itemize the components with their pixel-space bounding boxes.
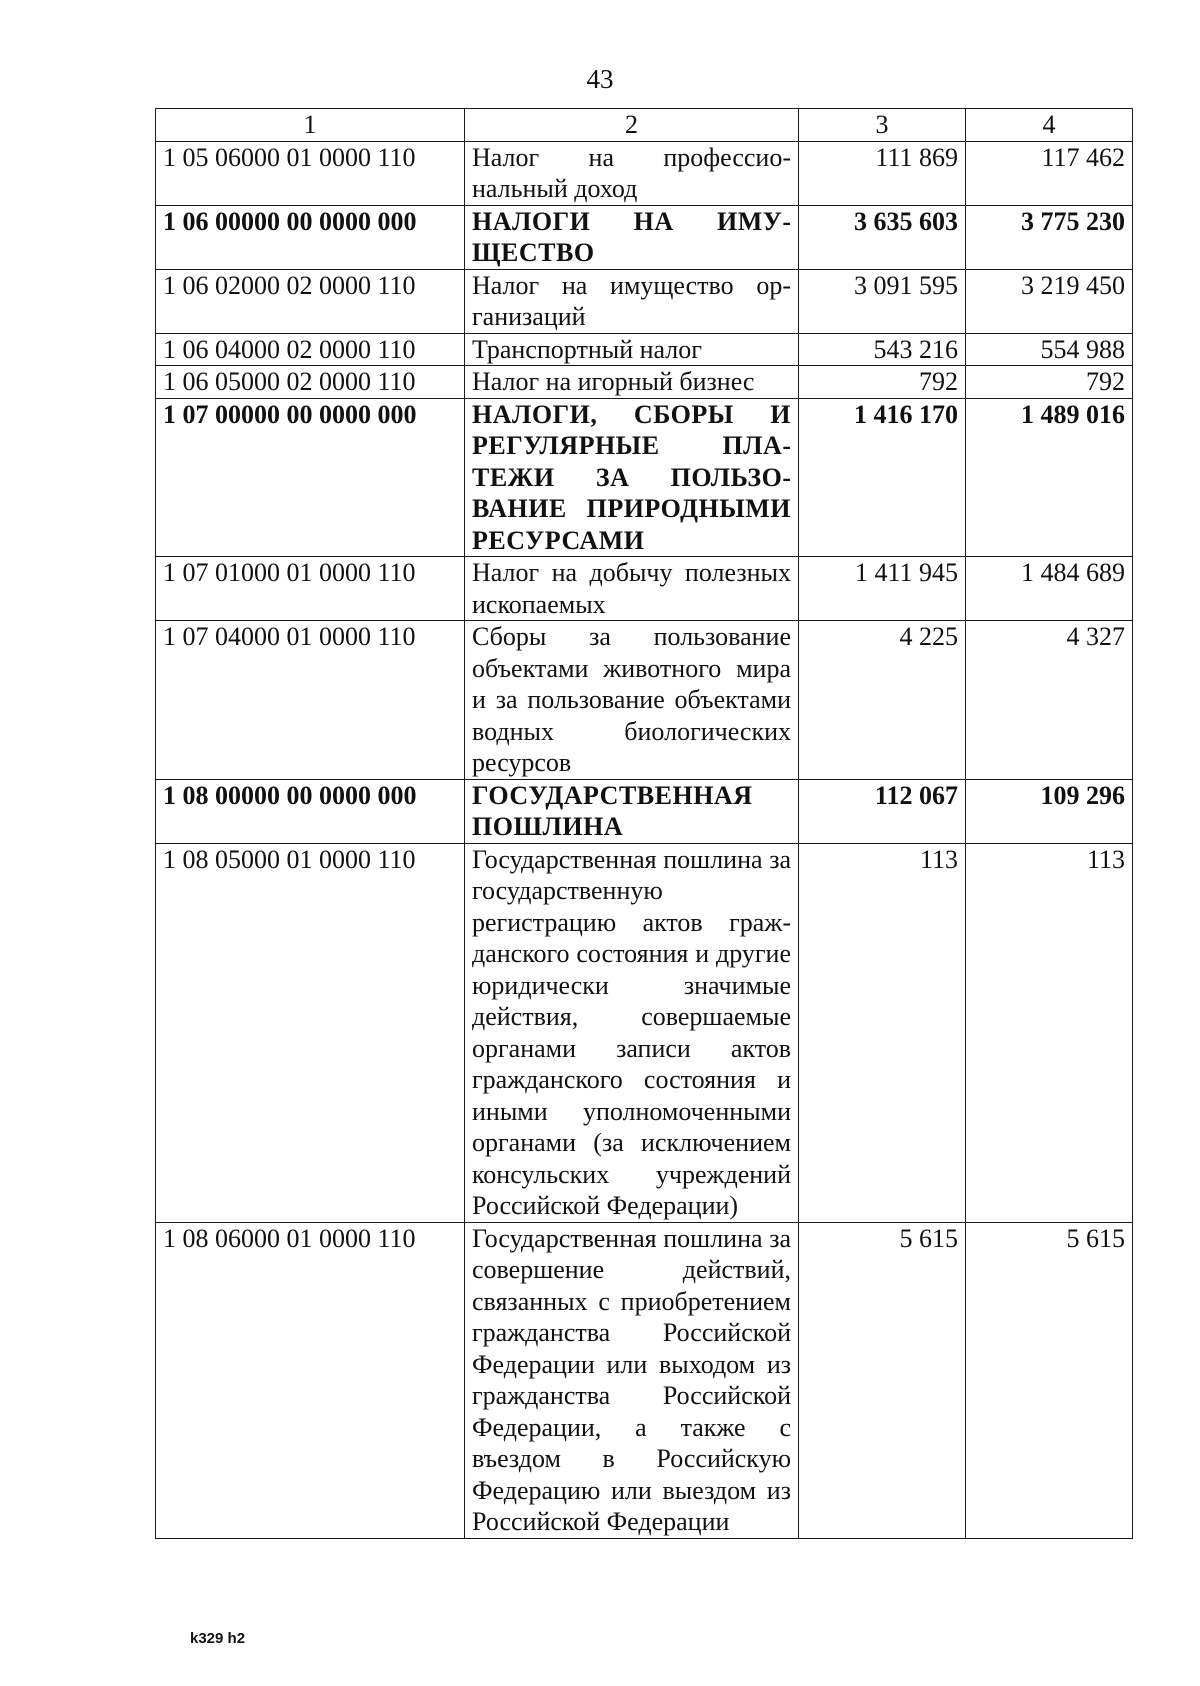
row-code: 1 05 06000 01 0000 110 — [156, 141, 465, 205]
row-value-2: 1 484 689 — [966, 557, 1133, 621]
row-value-2: 117 462 — [966, 141, 1133, 205]
document-footer-code: k329 h2 — [190, 1630, 246, 1647]
table-row — [156, 333, 1133, 366]
table-row — [156, 366, 1133, 399]
table-row — [156, 843, 1133, 1222]
row-name: Налог на добычу полезных ископаемых — [465, 557, 799, 621]
row-name: НАЛОГИ НА ИМУЩЕСТВО — [465, 205, 799, 269]
table-header-row — [156, 109, 1133, 142]
row-value-1: 3 635 603 — [799, 205, 966, 269]
row-value-2: 3 219 450 — [966, 269, 1133, 333]
table-row-section — [156, 779, 1133, 843]
row-code: 1 06 00000 00 0000 000 — [156, 205, 465, 269]
row-value-2: 4 327 — [966, 621, 1133, 780]
table-row — [156, 269, 1133, 333]
row-name: Сборы за пользование объектами животного мира и за пользование объектами водных биологических ресурсов — [465, 621, 799, 780]
row-value-2: 554 988 — [966, 333, 1133, 366]
row-code: 1 07 01000 01 0000 110 — [156, 557, 465, 621]
row-code: 1 07 04000 01 0000 110 — [156, 621, 465, 780]
row-name: Налог на профессиональный доход — [465, 141, 799, 205]
column-header-value-2: 4 — [966, 109, 1133, 142]
row-code: 1 06 02000 02 0000 110 — [156, 269, 465, 333]
table-row — [156, 621, 1133, 780]
row-value-1: 792 — [799, 366, 966, 399]
row-name: Налог на игорный бизнес — [465, 366, 799, 399]
table-row — [156, 141, 1133, 205]
row-value-1: 4 225 — [799, 621, 966, 780]
row-code: 1 07 00000 00 0000 000 — [156, 398, 465, 557]
row-value-2: 1 489 016 — [966, 398, 1133, 557]
table-row — [156, 557, 1133, 621]
row-name: ГОСУДАРСТВЕННАЯ ПОШЛИНА — [465, 779, 799, 843]
row-name: Транспортный налог — [465, 333, 799, 366]
row-value-1: 5 615 — [799, 1222, 966, 1538]
page-number: 43 — [586, 64, 614, 94]
row-code: 1 08 00000 00 0000 000 — [156, 779, 465, 843]
row-code: 1 08 05000 01 0000 110 — [156, 843, 465, 1222]
row-value-2: 3 775 230 — [966, 205, 1133, 269]
row-value-1: 112 067 — [799, 779, 966, 843]
budget-revenue-table — [155, 108, 1133, 1539]
column-header-value-1: 3 — [799, 109, 966, 142]
row-value-2: 113 — [966, 843, 1133, 1222]
table-row — [156, 1222, 1133, 1538]
row-code: 1 08 06000 01 0000 110 — [156, 1222, 465, 1538]
row-name: Налог на имущество организаций — [465, 269, 799, 333]
row-value-1: 111 869 — [799, 141, 966, 205]
row-value-1: 113 — [799, 843, 966, 1222]
table-row-section — [156, 205, 1133, 269]
row-code: 1 06 05000 02 0000 110 — [156, 366, 465, 399]
row-value-1: 1 411 945 — [799, 557, 966, 621]
row-value-2: 5 615 — [966, 1222, 1133, 1538]
row-code: 1 06 04000 02 0000 110 — [156, 333, 465, 366]
row-name: Государственная пошлина за совершение действий, связанных с приобретением гражданства Российской Федерации или выходом из гражданства Российской Федерации, а также с въездом в Российскую Федерацию или выездом из Российской Федерации — [465, 1222, 799, 1538]
row-value-1: 3 091 595 — [799, 269, 966, 333]
row-name: Государственная пошлина за государственную регистрацию актов гражданского состояния и другие юридически значимые действия, совершаемые органами записи актов гражданского состояния и иными уполномоченными органами (за исключением консульских учреждений Российской Федерации) — [465, 843, 799, 1222]
row-value-1: 543 216 — [799, 333, 966, 366]
row-value-2: 792 — [966, 366, 1133, 399]
table-row-section — [156, 398, 1133, 557]
row-name: НАЛОГИ, СБОРЫ И РЕГУЛЯРНЫЕ ПЛАТЕЖИ ЗА ПОЛЬЗОВАНИЕ ПРИРОДНЫМИ РЕСУРСАМИ — [465, 398, 799, 557]
row-value-1: 1 416 170 — [799, 398, 966, 557]
column-header-code: 1 — [156, 109, 465, 142]
row-value-2: 109 296 — [966, 779, 1133, 843]
column-header-name: 2 — [465, 109, 799, 142]
